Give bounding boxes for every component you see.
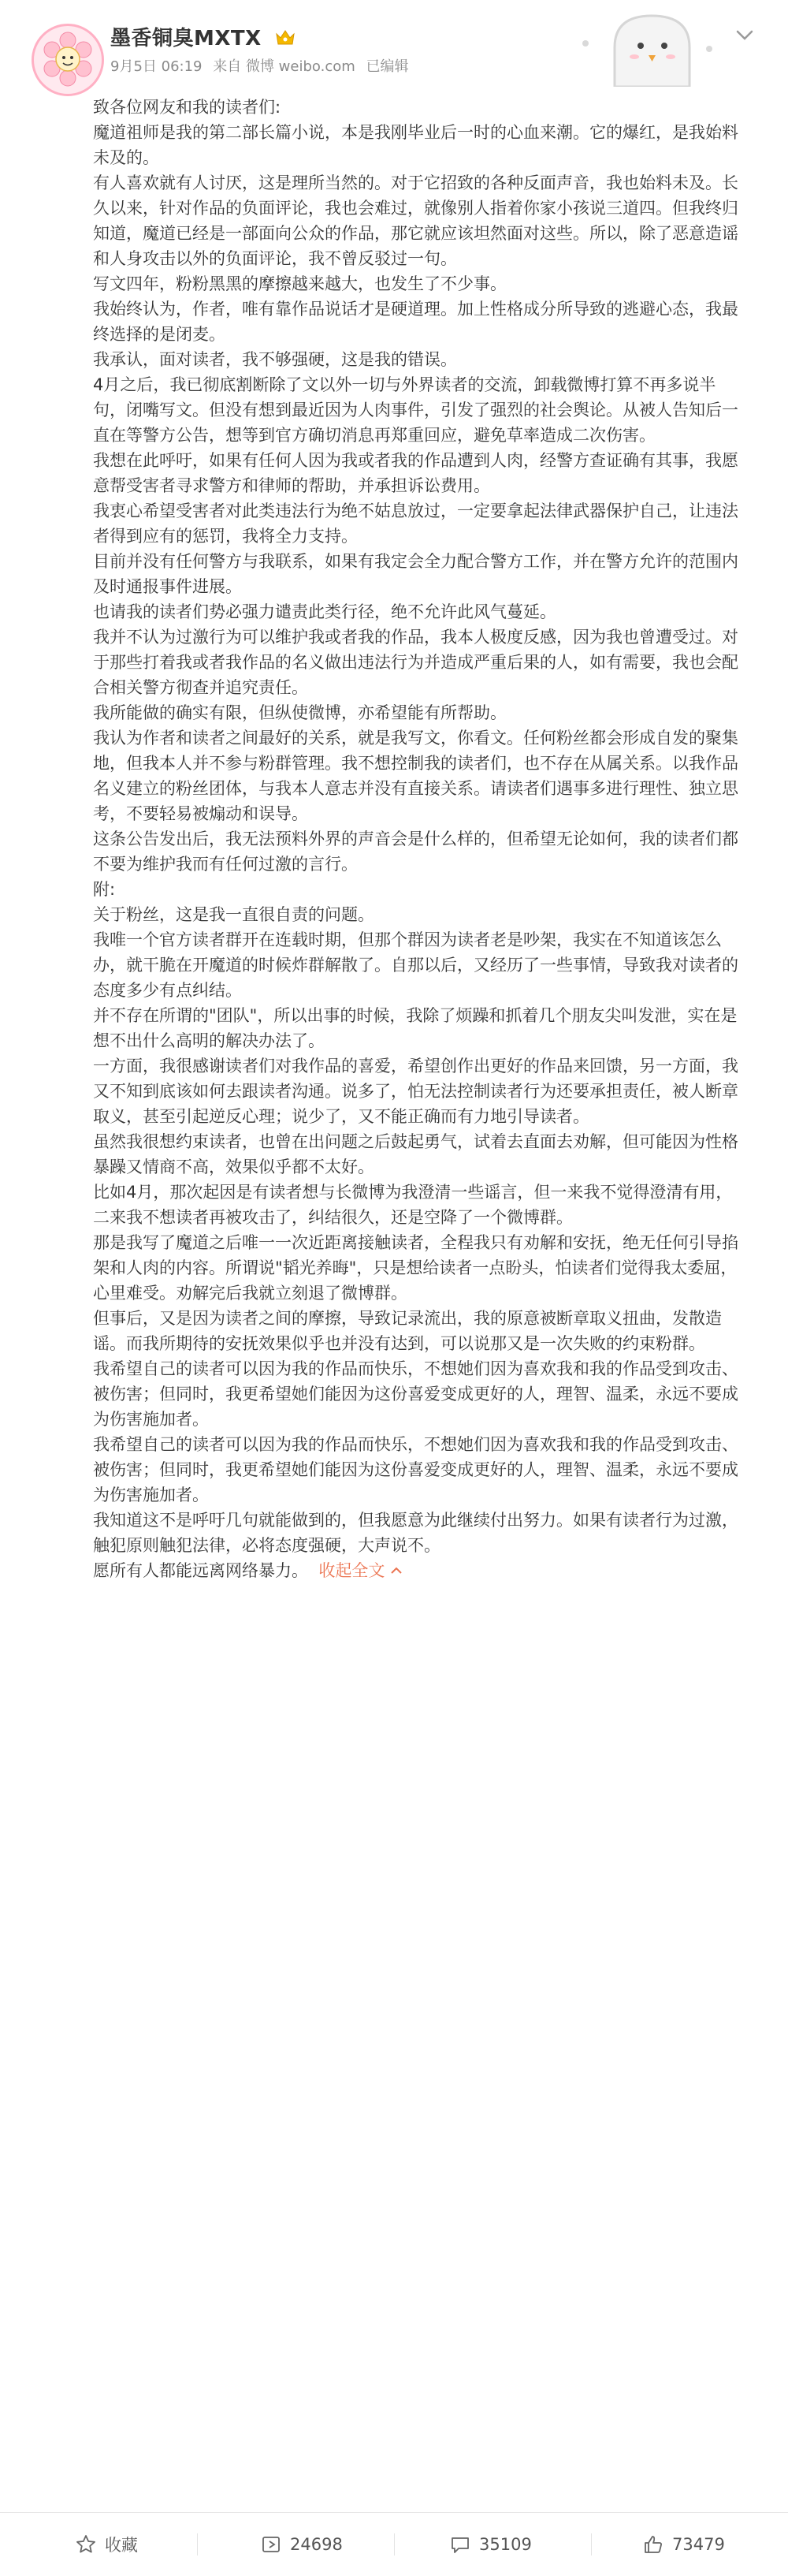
- post-paragraph: 4月之后，我已彻底割断除了文以外一切与外界读者的交流，卸载微博打算不再多说半句，闭嘴写文。但没有想到最近因为人肉事件，引发了强烈的社会舆论。从被人告知后一直在等警方公告，想等到官方确切消息再郑重回应，避免草率造成二次伤害。: [93, 375, 738, 445]
- repost-count: 24698: [290, 2535, 343, 2554]
- post-paragraph: 比如4月，那次起因是有读者想与长微博为我澄清一些谣言，但一来我不觉得澄清有用，二来我不想读者再被攻击了，纠结很久，还是空降了一个微博群。: [93, 1183, 733, 1227]
- repost-button[interactable]: [260, 2530, 343, 2559]
- author-name-text[interactable]: 墨香铜臭MXTX: [110, 27, 262, 50]
- post-paragraph: 那是我写了魔道之后唯一一次近距离接触读者，全程我只有劝解和安抚，绝无任何引导掐架和人肉的内容。所谓说"韬光养晦"，只是想给读者一点盼头，怕读者们觉得我太委屈，心里难受。劝解完后我就立刻退了微博群。: [93, 1233, 738, 1303]
- divider: [394, 2533, 395, 2555]
- post-paragraph: 我唯一个官方读者群开在连载时期，但那个群因为读者老是吵架，我实在不知道该怎么办，就干脆在开魔道的时候炸群解散了。自那以后，又经历了一些事情，导致我对读者的态度多少有点纠结。: [93, 930, 738, 1000]
- post-paragraph: 但事后，又是因为读者之间的摩擦，导致记录流出，我的原意被断章取义扭曲，发散造谣。而我所期待的安抚效果似乎也并没有达到，可以说那又是一次失败的约束粉群。: [93, 1309, 722, 1353]
- avatar[interactable]: [32, 24, 104, 96]
- like-button[interactable]: [642, 2530, 725, 2559]
- post-paragraph: 致各位网友和我的读者们:: [93, 98, 281, 117]
- post-content: [93, 95, 747, 1583]
- post-paragraph: 一方面，我很感谢读者们对我作品的喜爱，希望创作出更好的作品来回馈，另一方面，我又不知到底该如何去跟读者沟通。说多了，怕无法控制读者行为还要承担责任，被人断章取义，甚至引起逆反心理；说少了，又不能正确而有力地引导读者。: [93, 1057, 738, 1126]
- comment-button[interactable]: [449, 2530, 532, 2559]
- chevron-down-icon[interactable]: [733, 25, 756, 44]
- post-paragraph: 我始终认为，作者，唯有靠作品说话才是硬道理。加上性格成分所导致的逃避心态，我最终选择的是闭麦。: [93, 300, 738, 344]
- post-paragraph: 我想在此呼吁，如果有任何人因为我或者我的作品遭到人肉，经警方查证确有其事，我愿意帮受害者寻求警方和律师的帮助，并承担诉讼费用。: [93, 451, 738, 495]
- post-paragraph: 我承认，面对读者，我不够强硬，这是我的错误。: [93, 350, 457, 369]
- post-paragraph: 魔道祖师是我的第二部长篇小说，本是我刚毕业后一时的心血来潮。它的爆红，是我始料未及的。: [93, 123, 738, 167]
- comment-icon: [449, 2533, 471, 2555]
- divider: [591, 2533, 592, 2555]
- favorite-button[interactable]: [75, 2530, 138, 2559]
- post-time[interactable]: 9月5日 06:19: [110, 58, 203, 75]
- post-source[interactable]: 来自 微博 weibo.com: [213, 58, 355, 75]
- card-decoration-bird-icon: [579, 0, 725, 87]
- post-paragraph: [93, 1558, 747, 1583]
- post-paragraph: 我并不认为过激行为可以维护我或者我的作品，我本人极度反感，因为我也曾遭受过。对于那些打着我或者我作品的名义做出违法行为并造成严重后果的人，如有需要，我也会配合相关警方彻查并追究责任。: [93, 628, 738, 697]
- divider: [197, 2533, 198, 2555]
- chevron-up-icon: [389, 1565, 403, 1576]
- post-paragraph: 我认为作者和读者之间最好的关系，就是我写文，你看文。任何粉丝都会形成自发的聚集地，但我本人并不参与粉群管理。我不想控制我的读者们，也不存在从属关系。以我作品名义建立的粉丝团体，与我本人意志并没有直接关系。请读者们遇事多进行理性、独立思考，不要轻易被煽动和误导。: [93, 729, 738, 823]
- star-icon: [75, 2533, 97, 2555]
- post-paragraph-text: 愿所有人都能远离网络暴力。: [93, 1561, 308, 1580]
- post-paragraph: 我希望自己的读者可以因为我的作品而快乐，不想她们因为喜欢我和我的作品受到攻击、被伤害；但同时，我更希望她们能因为这份喜爱变成更好的人，理智、温柔，永远不要成为伤害施加者。: [93, 1435, 738, 1504]
- post-paragraph: 也请我的读者们势必强力谴责此类行径，绝不允许此风气蔓延。: [93, 602, 556, 621]
- post-paragraph: 我衷心希望受害者对此类违法行为绝不姑息放过，一定要拿起法律武器保护自己，让违法者得到应有的惩罚，我将全力支持。: [93, 501, 738, 546]
- post-paragraph: 我希望自己的读者可以因为我的作品而快乐，不想她们因为喜欢我和我的作品受到攻击、被伤害；但同时，我更希望她们能因为这份喜爱变成更好的人，理智、温柔，永远不要成为伤害施加者。: [93, 1359, 738, 1429]
- post-meta: [110, 55, 415, 76]
- collapse-label[interactable]: 收起全文: [318, 1561, 385, 1580]
- repost-icon: [260, 2533, 282, 2555]
- post-paragraph: 目前并没有任何警方与我联系，如果有我定会全力配合警方工作，并在警方允许的范围内及时通报事件进展。: [93, 552, 738, 596]
- post-paragraph: 并不存在所谓的"团队"，所以出事的时候，我除了烦躁和抓着几个朋友尖叫发泄，实在是想不出什么高明的解决办法了。: [93, 1006, 738, 1050]
- post-paragraph: 我知道这不是呼吁几句就能做到的，但我愿意为此继续付出努力。如果有读者行为过激，触犯原则触犯法律，必将态度强硬，大声说不。: [93, 1511, 738, 1555]
- post-paragraph: 写文四年，粉粉黑黑的摩擦越来越大，也发生了不少事。: [93, 274, 507, 293]
- favorite-label: 收藏: [105, 2536, 138, 2555]
- post-paragraph: 有人喜欢就有人讨厌，这是理所当然的。对于它招致的各种反面声音，我也始料未及。长久以来，针对作品的负面评论，我也会难过，就像别人指着你家小孩说三道四。但我终归知道，魔道已经是一部面向公众的作品，那它就应该坦然面对这些。所以，除了恶意造谣和人身攻击以外的负面评论，我不曾反驳过一句。: [93, 173, 738, 268]
- edited-label[interactable]: 已编辑: [366, 58, 409, 75]
- post-paragraph: 我所能做的确实有限，但纵使微博，亦希望能有所帮助。: [93, 703, 507, 722]
- post-paragraph: 虽然我很想约束读者，也曾在出问题之后鼓起勇气，试着去直面去劝解，但可能因为性格暴躁又情商不高，效果似乎都不太好。: [93, 1132, 738, 1176]
- post-paragraph: 这条公告发出后，我无法预料外界的声音会是什么样的，但希望无论如何，我的读者们都不要为维护我而有任何过激的言行。: [93, 829, 738, 874]
- author-name[interactable]: [110, 22, 296, 51]
- vip-crown-icon: [275, 28, 296, 47]
- avatar-flower-icon: [34, 26, 102, 94]
- post-paragraph: 关于粉丝，这是我一直很自责的问题。: [93, 905, 374, 924]
- collapse-full-text-link[interactable]: [318, 1561, 403, 1580]
- action-bar: [0, 2512, 788, 2576]
- like-count: 73479: [672, 2535, 725, 2554]
- comment-count: 35109: [479, 2535, 532, 2554]
- post-paragraph: 附:: [93, 880, 116, 899]
- thumbs-up-icon: [642, 2533, 664, 2555]
